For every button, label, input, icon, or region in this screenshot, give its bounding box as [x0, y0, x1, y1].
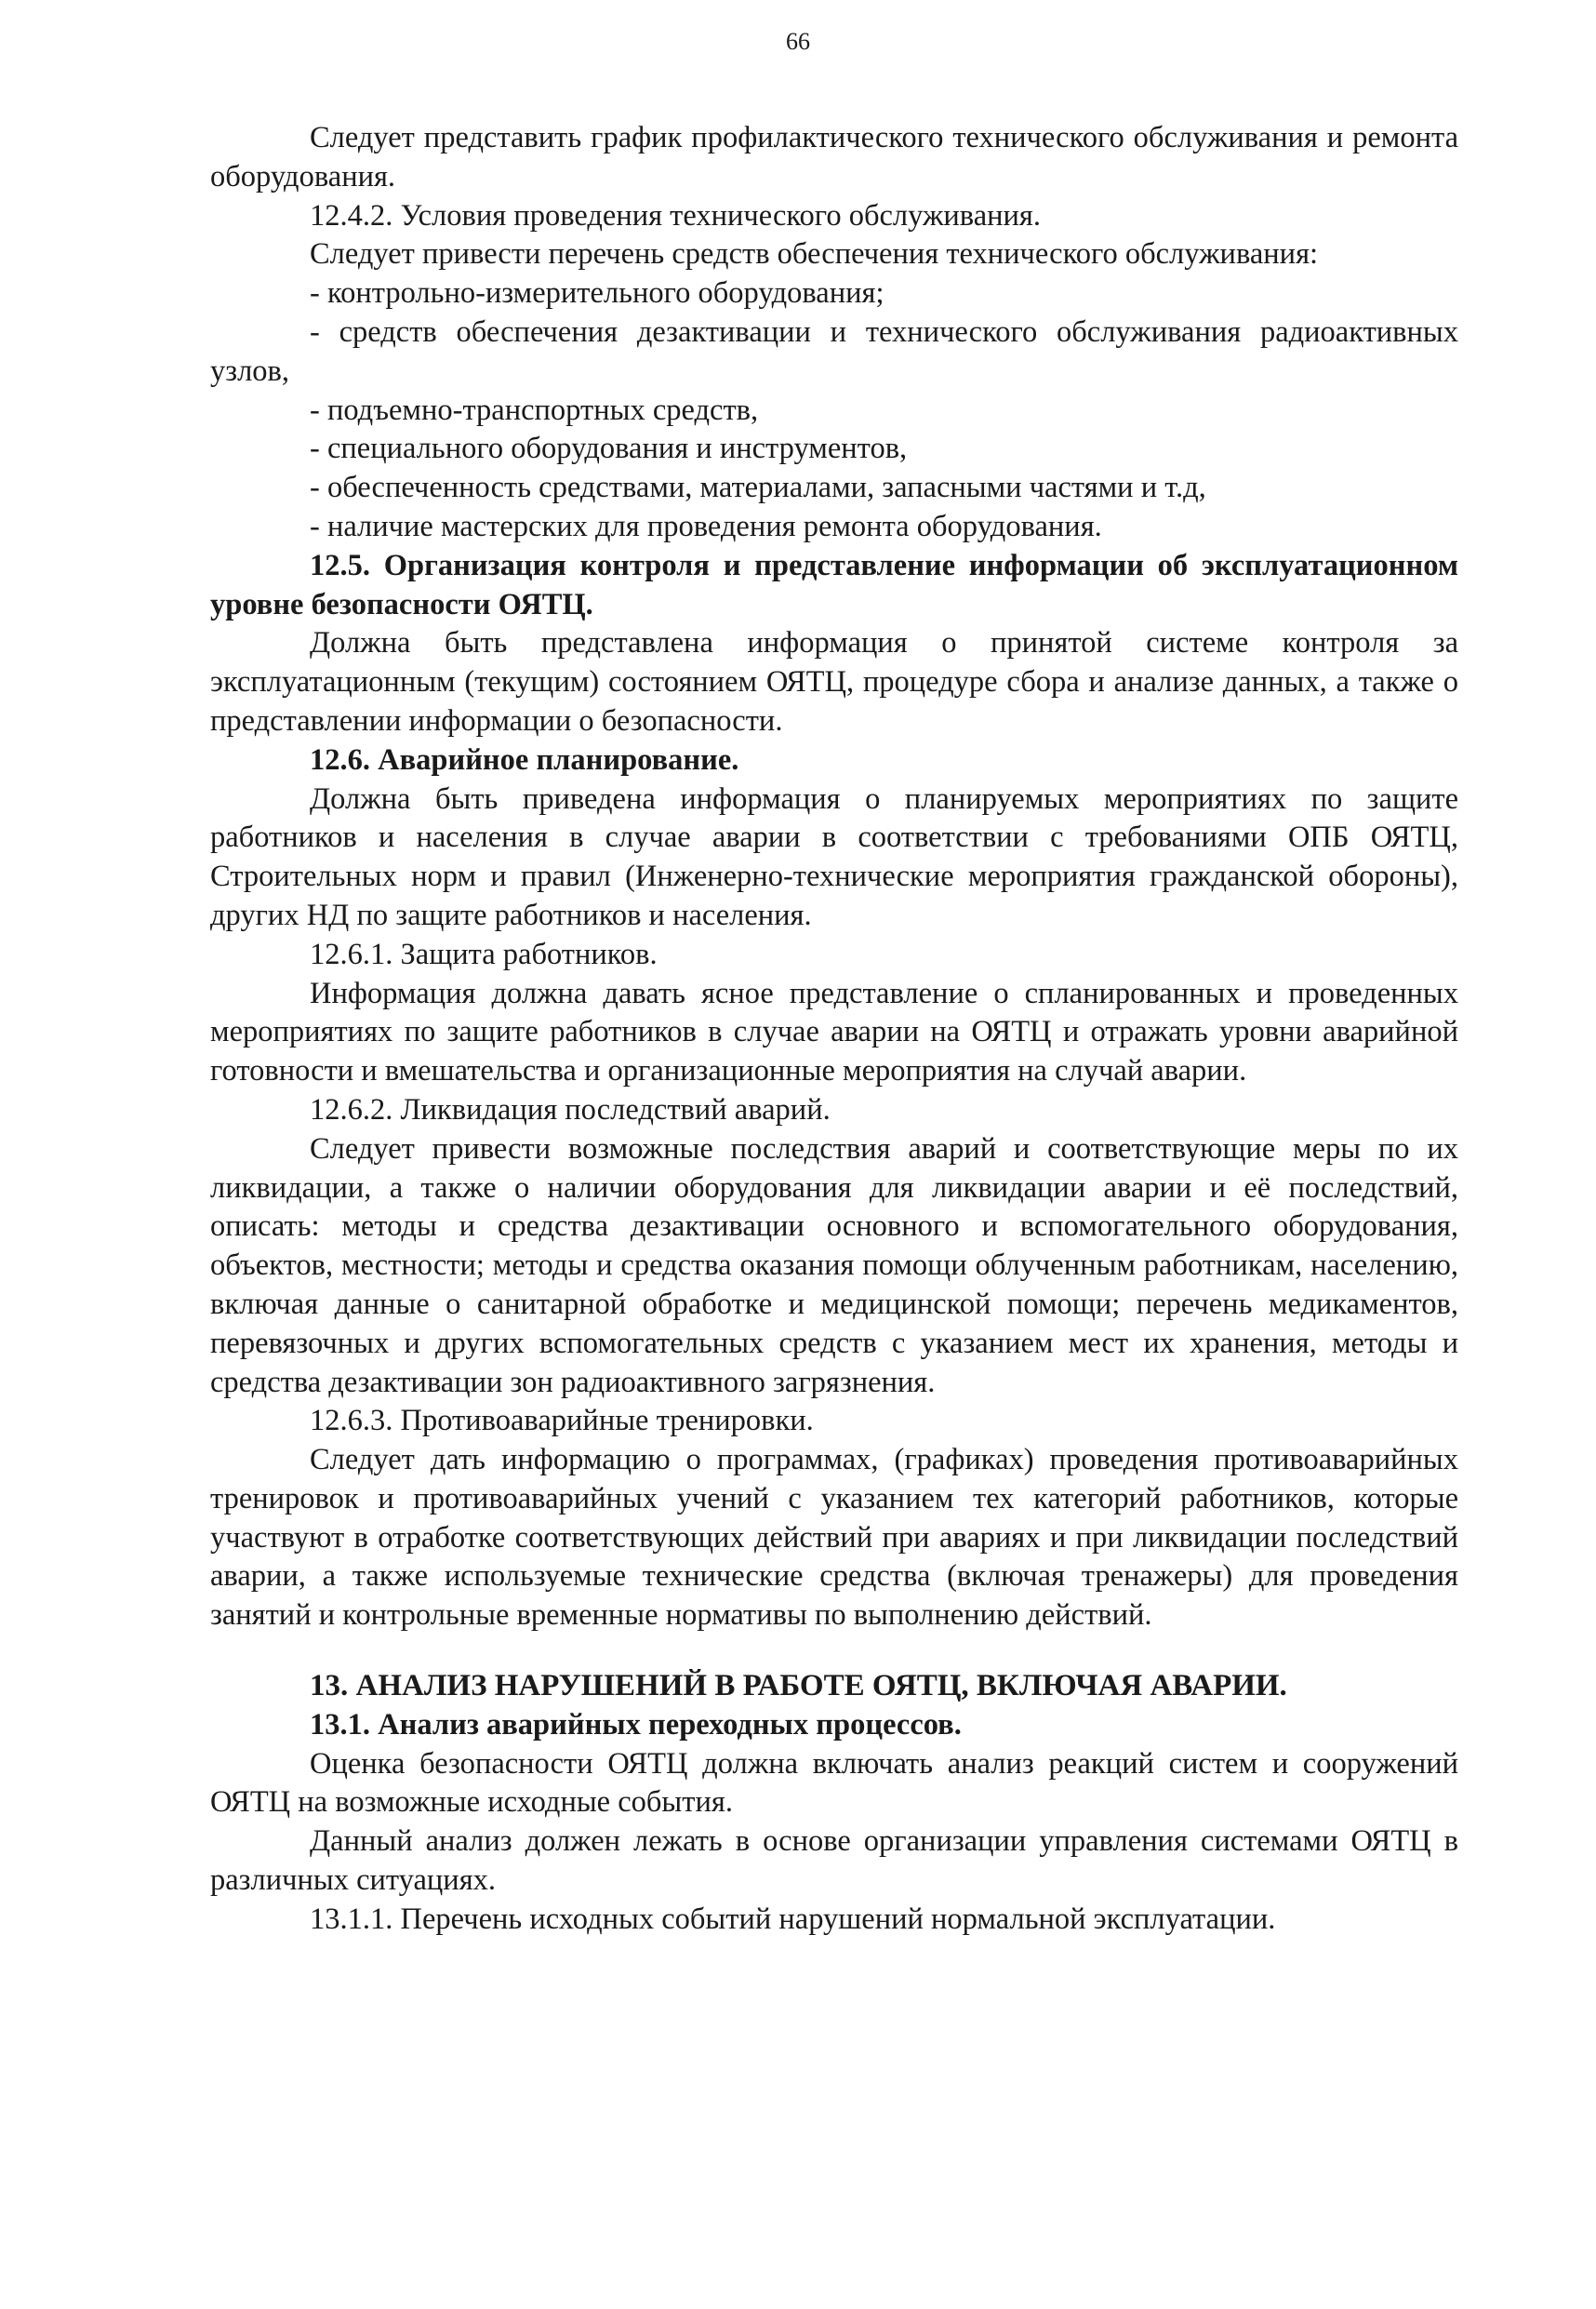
paragraph-analysis-basis: Данный анализ должен лежать в основе организации управления системами ОЯТЦ в различных ситуациях.: [210, 1824, 1458, 1898]
list-item: - подъемно-транспортных средств,: [310, 393, 759, 427]
subsection-12-6-1: 12.6.1. Защита работников.: [310, 937, 658, 971]
section-heading-13-1: 13.1. Анализ аварийных переходных процессов.: [310, 1707, 962, 1742]
chapter-heading-13: 13. АНАЛИЗ НАРУШЕНИЙ В РАБОТЕ ОЯТЦ, ВКЛЮЧАЯ АВАРИИ.: [310, 1669, 1287, 1703]
paragraph-safety-assessment: Оценка безопасности ОЯТЦ должна включать анализ реакций систем и сооружений ОЯТЦ на возможные исходные события.: [210, 1746, 1458, 1820]
list-item: - наличие мастерских для проведения ремонта оборудования.: [310, 509, 1102, 543]
paragraph-emergency-drills: Следует дать информацию о программах, (графиках) проведения противоаварийных тренировок и противоаварийных учений с указанием тех категорий работников, которые участвуют в отработке соответствующих действий при авариях и при ликвидации последствий аварии, а также используемые технические средства (включая тренажеры) для проведения занятий и контрольные временные нормативы по выполнению действий.: [210, 1443, 1458, 1633]
subsection-12-6-3: 12.6.3. Противоаварийные тренировки.: [310, 1404, 814, 1438]
section-heading-12-5: 12.5. Организация контроля и представление информации об эксплуатационном уровне безопасности ОЯТЦ.: [210, 548, 1458, 621]
list-item: - средств обеспечения дезактивации и технического обслуживания радиоактивных узлов,: [210, 314, 1458, 388]
list-item: - специального оборудования и инструментов,: [310, 432, 908, 466]
paragraph-accident-consequences: Следует привести возможные последствия аварий и соответствующие меры по их ликвидации, а также о наличии оборудования для ликвидации аварии и её последствий, описать: методы и средства дезактивации основного и вспомогательного оборудования, объектов, местности; методы и средства оказания помощи облученным работникам, населению, включая данные о санитарной обработке и медицинской помощи; перечень медикаментов, перевязочных и других вспомогательных средств с указанием мест их хранения, методы и средства дезактивации зон радиоактивного загрязнения.: [210, 1131, 1458, 1399]
paragraph-control-info: Должна быть представлена информация о принятой системе контроля за эксплуатационным (текущим) состоянием ОЯТЦ, процедуре сбора и анализе данных, а также о представлении информации о безопасности.: [210, 626, 1458, 738]
list-item: - обеспеченность средствами, материалами, запасными частями и т.д,: [310, 471, 1206, 505]
subsection-13-1-1: 13.1.1. Перечень исходных событий нарушений нормальной эксплуатации.: [310, 1902, 1276, 1936]
subsection-12-6-2: 12.6.2. Ликвидация последствий аварий.: [310, 1092, 831, 1127]
paragraph-maintenance-schedule: Следует представить график профилактического технического обслуживания и ремонта оборудования.: [210, 121, 1458, 194]
paragraph-worker-protection: Информация должна давать ясное представление о спланированных и проведенных мероприятиях по защите работников в случае аварии на ОЯТЦ и отражать уровни аварийной готовности и вмешательства и организационные мероприятия на случай аварии.: [210, 976, 1458, 1088]
paragraph-emergency-planning: Должна быть приведена информация о планируемых мероприятиях по защите работников и населения в случае аварии в соответствии с требованиями ОПБ ОЯТЦ, Строительных норм и правил (Инженерно-технические мероприятия гражданской обороны), других НД по защите работников и населения.: [210, 781, 1458, 932]
subsection-12-4-2: 12.4.2. Условия проведения технического обслуживания.: [310, 198, 1041, 233]
list-item: - контрольно-измерительного оборудования;: [310, 276, 884, 311]
page-number: 66: [786, 28, 810, 55]
document-body: [210, 119, 1458, 1940]
paragraph-maintenance-means: Следует привести перечень средств обеспечения технического обслуживания:: [310, 237, 1319, 272]
section-heading-12-6: 12.6. Аварийное планирование.: [310, 742, 739, 777]
